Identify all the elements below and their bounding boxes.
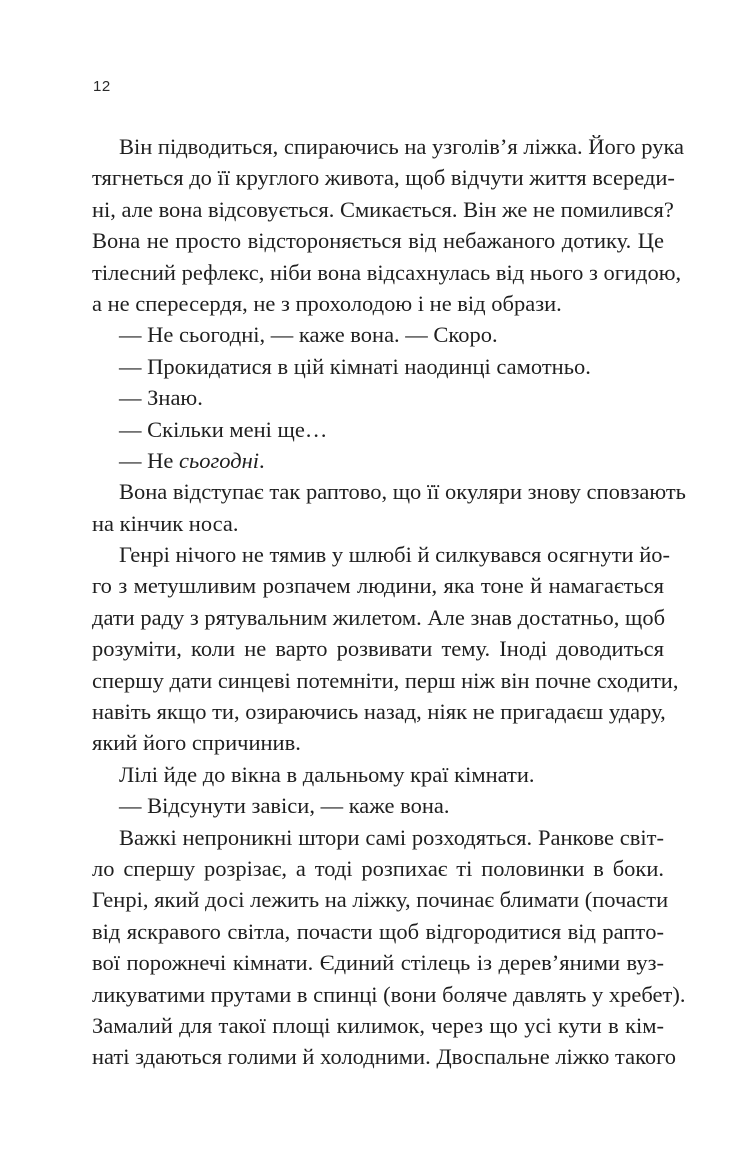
- text-line: розуміти, коли не варто розвивати тему. Іноді доводиться: [92, 636, 664, 662]
- text-line: ні, але вона відсовується. Смикається. Він же не помилився?: [92, 196, 674, 222]
- text-line: ло спершу розрізає, а тоді розпихає ті половинки в боки.: [92, 855, 664, 881]
- body-text: [92, 131, 686, 1073]
- dialogue-text: — Не: [119, 447, 179, 473]
- dialogue-line: — Знаю.: [119, 385, 203, 411]
- text-line: який його спричинив.: [92, 730, 301, 756]
- emphasis-text: сьогодні: [179, 447, 260, 473]
- text-line: Вона відступає так раптово, що її окуляри знову сповзають: [119, 479, 686, 505]
- text-line: Замалий для такої площі килимок, через що усі кути в кім-: [92, 1012, 664, 1038]
- text-line: Важкі непроникні штори самі розходяться. Ранкове світ-: [119, 824, 664, 850]
- text-line: Генрі нічого не тямив у шлюбі й силкувався осягнути йо-: [119, 542, 670, 568]
- text-line: вої порожнечі кімнати. Єдиний стілець із дерев’яними вуз-: [92, 950, 664, 976]
- dialogue-line: — Не сьогодні, — каже вона. — Скоро.: [119, 322, 498, 348]
- dialogue-text: .: [259, 447, 265, 473]
- text-line: го з метушливим розпачем людини, яка тоне й намагається: [92, 573, 664, 599]
- text-line: від яскравого світла, почасти щоб відгородитися від раптo-: [92, 918, 664, 944]
- text-line: навіть якщо ти, озираючись назад, ніяк не пригадаєш удару,: [92, 699, 666, 725]
- dialogue-line: — Прокидатися в цій кімнаті наодинці самотньо.: [119, 353, 591, 379]
- text-line: спершу дати синцеві потемніти, перш ніж він почне сходити,: [92, 667, 679, 693]
- dialogue-line: [92, 445, 664, 476]
- page-number: 12: [93, 78, 111, 95]
- text-line: Вона не просто відстороняється від небажаного дотику. Це: [92, 228, 664, 254]
- text-line: ликуватими прутами в спинці (вони боляче давлять у хребет).: [92, 981, 686, 1007]
- dialogue-line: — Скільки мені ще…: [119, 416, 328, 442]
- text-line: Генрі, який досі лежить на ліжку, починає блимати (почасти: [92, 887, 669, 913]
- dialogue-line: — Відсунути завіси, — каже вона.: [119, 793, 450, 819]
- text-line: на кінчик носа.: [92, 510, 239, 536]
- text-line: Лілі йде до вікна в дальньому краї кімнати.: [119, 761, 535, 787]
- text-line: Він підводиться, спираючись на узголів’я ліжка. Його рука: [119, 134, 685, 159]
- text-line: тягнеться до її круглого живота, щоб відчути життя всереди-: [92, 165, 675, 191]
- text-line: дати раду з рятувальним жилетом. Але знав достатньо, щоб: [92, 604, 666, 630]
- text-line: наті здаються голими й холодними. Двоспальне ліжко такого: [92, 1044, 677, 1070]
- text-line: тілесний рефлекс, ніби вона відсахнулась від нього з огидою,: [92, 259, 682, 285]
- text-line: а не спересердя, не з прохолодою і не від образи.: [92, 290, 562, 316]
